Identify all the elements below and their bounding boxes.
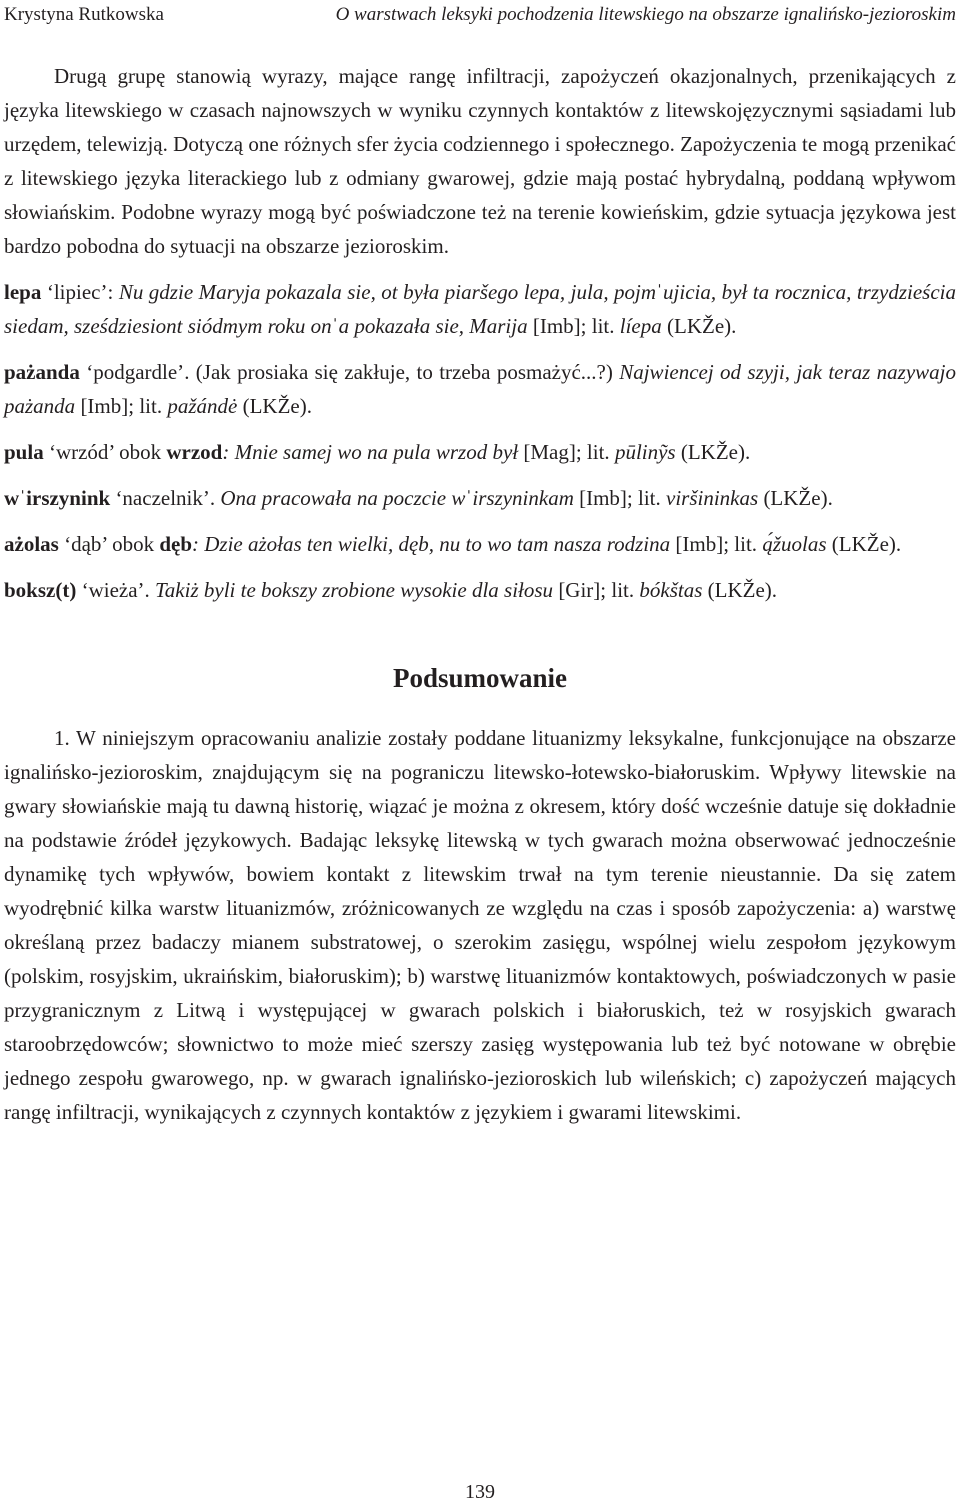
dictionary-entry	[4, 481, 956, 515]
entry-lkze: (LKŽe).	[758, 486, 833, 510]
entry-gloss: ‘lipiec’	[46, 280, 108, 304]
entry-lit-form: bókštas	[639, 578, 703, 602]
running-head-author: Krystyna Rutkowska	[4, 4, 164, 25]
entry-example: : Dzie ażołas ten wielki, dęb, nu to wo tam nasza rodzina	[192, 532, 671, 556]
entry-lkze: (LKŽe).	[826, 532, 902, 556]
intro-paragraph: Drugą grupę stanowią wyrazy, mające rangę infiltracji, zapożyczeń okazjonalnych, przenikających z języka litewskiego w czasach najnowszych w wyniku czynnych kontaktów z litewskojęzycznymi sąsiadami lub urzędem, telewizją. Dotyczą one różnych sfer życia codziennego i społecznego. Zapożyczenia te mogą przenikać z litewskiego języka literackiego lub z odmiany gwarowej, gdzie mają postać hybrydalną, poddaną wpływom słowiańskim. Podobne wyrazy mogą być poświadczone też na terenie kowieńskim, gdzie sytuacja językowa jest bardzo pobodna do sytuacji na obszarze jezioroskim.	[4, 64, 956, 258]
entry-cross-ref-text: obok	[113, 440, 167, 464]
entry-lkze: (LKŽe).	[661, 314, 737, 338]
entry-headword: ażolas	[4, 532, 59, 556]
entry-headword: pula	[4, 440, 44, 464]
entry-separator: .	[209, 486, 221, 510]
entry-source: [Gir]; lit.	[553, 578, 640, 602]
entry-separator: :	[107, 280, 119, 304]
entry-source: [Imb]; lit.	[573, 486, 667, 510]
running-head	[4, 4, 956, 26]
entry-headword: wˈirszynink	[4, 486, 111, 510]
entry-example: Ona pracowała na poczcie wˈirszyninkam	[220, 486, 574, 510]
entry-headword: pażanda	[4, 360, 80, 384]
entry-headword: lepa	[4, 280, 42, 304]
entry-gloss: ‘wrzód’	[48, 440, 114, 464]
entry-source: [Imb]; lit.	[527, 314, 620, 338]
entry-example: : Mnie samej wo na pula wrzod był	[222, 440, 519, 464]
entry-lit-form: líepa	[619, 314, 662, 338]
entry-separator: . (Jak prosiaka się zakłuje, to trzeba posmażyć...?)	[184, 360, 620, 384]
dictionary-entry	[4, 435, 956, 469]
entry-cross-ref: wrzod	[166, 440, 223, 464]
entry-separator: .	[144, 578, 156, 602]
entry-lit-form: pūlinỹs	[614, 440, 676, 464]
entry-lkze: (LKŽe).	[675, 440, 751, 464]
entry-lkze: (LKŽe).	[702, 578, 778, 602]
dictionary-entry	[4, 527, 956, 561]
entry-lkze: (LKŽe).	[237, 394, 312, 418]
entry-lit-form: pažándė	[167, 394, 238, 418]
entry-lit-form: viršininkas	[666, 486, 759, 510]
page-number: 139	[465, 1481, 495, 1503]
entry-example: Nu gdzie Maryja pokazala sie, ot była piaršego lepa, jula, pojmˈujicia, był ta rocznica, trzydzieścia siedam, sześdziesiont siódmym roku onˈa pokazała sie, Marija	[4, 280, 956, 338]
entry-headword: boksz(t)	[4, 578, 77, 602]
entry-cross-ref: dęb	[159, 532, 193, 556]
summary-paragraph: 1. W niniejszym opracowaniu analizie zostały poddane lituanizmy leksykalne, funkcjonujące na obszarze ignalińsko-jezioroskim, znajdującym się na pograniczu litewsko-łotewsko-białoruskim. Wpływy litewskie na gwary słowiańskie mają tu dawną historię, wiązać je można z okresem, który dość wcześnie datuje się dokładnie na podstawie źródeł językowych. Badając leksykę litewską w tych gwarach można obserwować jednocześnie dynamikę tych wpływów, bowiem kontakt z litewskim trwał na tym terenie nieustannie. Da się zatem wyodrębnić kilka warstw lituanizmów, zróżnicowanych ze względu na czas i sposób zapożyczenia: a) warstwę określaną przez badaczy mianem substratowej, o szerokim zasięgu, wspólnej wielu zespołom językowym (polskim, rosyjskim, ukraińskim, białoruskim); b) warstwę lituanizmów kontaktowych, poświadczonych w pasie przygranicznym z Litwą i występującej w gwarach polskich i białoruskich, też w rosyjskich gwarach staroobrzędowców; słownictwo to może mieć szerszy zasięg występowania lub też być notowane w obrębie jednego zespołu gwarowego, np. w gwarach ignalińsko-jezioroskich lub wileńskich; c) zapożyczeń mających rangę infiltracji, wynikających z czynnych kontaktów z językiem i gwarami litewskimi.	[4, 726, 956, 1124]
entry-example: Najwiencej od szyji, jak teraz nazywajo pażanda	[4, 360, 957, 418]
main-text	[4, 59, 956, 1129]
dictionary-entry	[4, 275, 956, 343]
entry-cross-ref-text: obok	[106, 532, 160, 556]
entry-gloss: ‘podgardle’	[86, 360, 185, 384]
entry-gloss: ‘wieża’	[81, 578, 145, 602]
dictionary-entry	[4, 573, 956, 607]
dictionary-entries	[4, 275, 956, 607]
entry-source: [Imb]; lit.	[670, 532, 763, 556]
entry-gloss: ‘dąb’	[64, 532, 107, 556]
entry-source: [Mag]; lit.	[518, 440, 615, 464]
entry-example: Takiż byli te bokszy zrobione wysokie dla siłosu	[155, 578, 554, 602]
entry-source: [Imb]; lit.	[75, 394, 168, 418]
section-heading: Podsumowanie	[392, 663, 568, 693]
entry-gloss: ‘naczelnik’	[115, 486, 210, 510]
entry-lit-form: ą́žuolas	[762, 532, 827, 556]
running-head-title: O warstwach leksyki pochodzenia litewskiego na obszarze ignalińsko-jezioroskim	[335, 4, 956, 25]
dictionary-entry	[4, 355, 956, 423]
